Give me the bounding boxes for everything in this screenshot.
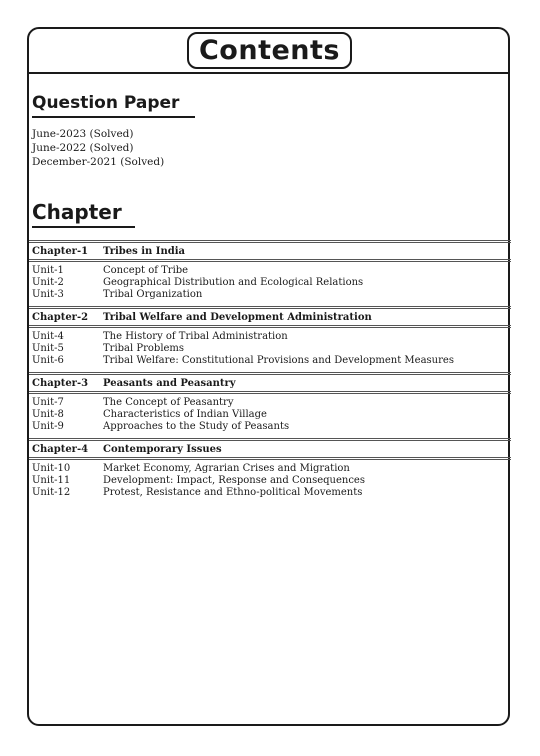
unit-row[interactable] (29, 475, 511, 487)
chapter-label: Chapter-3 (32, 378, 89, 389)
question-paper-heading: Question Paper (32, 93, 180, 113)
unit-row[interactable] (29, 421, 511, 433)
chapter-row[interactable] (29, 438, 511, 460)
unit-title: Development: Impact, Response and Consequences (103, 475, 365, 486)
chapter-row[interactable] (29, 372, 511, 394)
unit-title: Concept of Tribe (103, 265, 189, 276)
chapter-title: Peasants and Peasantry (103, 378, 236, 389)
chapter-label: Chapter-4 (32, 444, 89, 455)
unit-label: Unit-12 (32, 487, 71, 498)
unit-label: Unit-7 (32, 397, 64, 408)
chapter-heading: Chapter (32, 200, 122, 224)
unit-row[interactable] (29, 355, 511, 367)
unit-row[interactable] (29, 487, 511, 499)
unit-row[interactable] (29, 343, 511, 355)
unit-title: The Concept of Peasantry (103, 397, 234, 408)
unit-title: Geographical Distribution and Ecological Relations (103, 277, 364, 288)
unit-list (29, 460, 511, 504)
unit-list (29, 394, 511, 438)
unit-label: Unit-4 (32, 331, 64, 342)
unit-title: Approaches to the Study of Peasants (103, 421, 290, 432)
chapter-row[interactable] (29, 306, 511, 328)
unit-row[interactable] (29, 277, 511, 289)
page-title: Contents (198, 35, 340, 66)
title-rule (29, 72, 508, 74)
unit-label: Unit-8 (32, 409, 64, 420)
unit-title: Characteristics of Indian Village (103, 409, 267, 420)
unit-row[interactable] (29, 331, 511, 343)
unit-row[interactable] (29, 463, 511, 475)
unit-list (29, 262, 511, 306)
chapter-label: Chapter-1 (32, 246, 89, 257)
unit-row[interactable] (29, 289, 511, 301)
unit-row[interactable] (29, 409, 511, 421)
table-of-contents (29, 240, 511, 504)
unit-label: Unit-3 (32, 289, 64, 300)
chapter-row[interactable] (29, 240, 511, 262)
chapter-title: Tribal Welfare and Development Administration (103, 312, 372, 323)
unit-label: Unit-5 (32, 343, 64, 354)
unit-row[interactable] (29, 397, 511, 409)
chapter-label: Chapter-2 (32, 312, 89, 323)
unit-title: Tribal Welfare: Constitutional Provisions and Development Measures (103, 355, 454, 366)
unit-list (29, 328, 511, 372)
question-paper-item[interactable]: June-2023 (Solved) (32, 128, 134, 140)
unit-label: Unit-9 (32, 421, 64, 432)
chapter-underline (32, 226, 135, 228)
chapter-title: Contemporary Issues (103, 444, 222, 455)
unit-label: Unit-2 (32, 277, 64, 288)
unit-title: The History of Tribal Administration (103, 331, 288, 342)
unit-title: Market Economy, Agrarian Crises and Migration (103, 463, 350, 474)
unit-title: Protest, Resistance and Ethno-political Movements (103, 487, 363, 498)
title-box (187, 32, 352, 69)
unit-label: Unit-10 (32, 463, 71, 474)
chapter-title: Tribes in India (103, 246, 186, 257)
question-paper-item[interactable]: December-2021 (Solved) (32, 156, 165, 168)
unit-title: Tribal Organization (103, 289, 203, 300)
unit-title: Tribal Problems (103, 343, 185, 354)
question-paper-underline (32, 116, 195, 118)
unit-label: Unit-6 (32, 355, 64, 366)
question-paper-list (32, 127, 164, 169)
unit-row[interactable] (29, 265, 511, 277)
question-paper-item[interactable]: June-2022 (Solved) (32, 142, 134, 154)
unit-label: Unit-11 (32, 475, 71, 486)
unit-label: Unit-1 (32, 265, 64, 276)
